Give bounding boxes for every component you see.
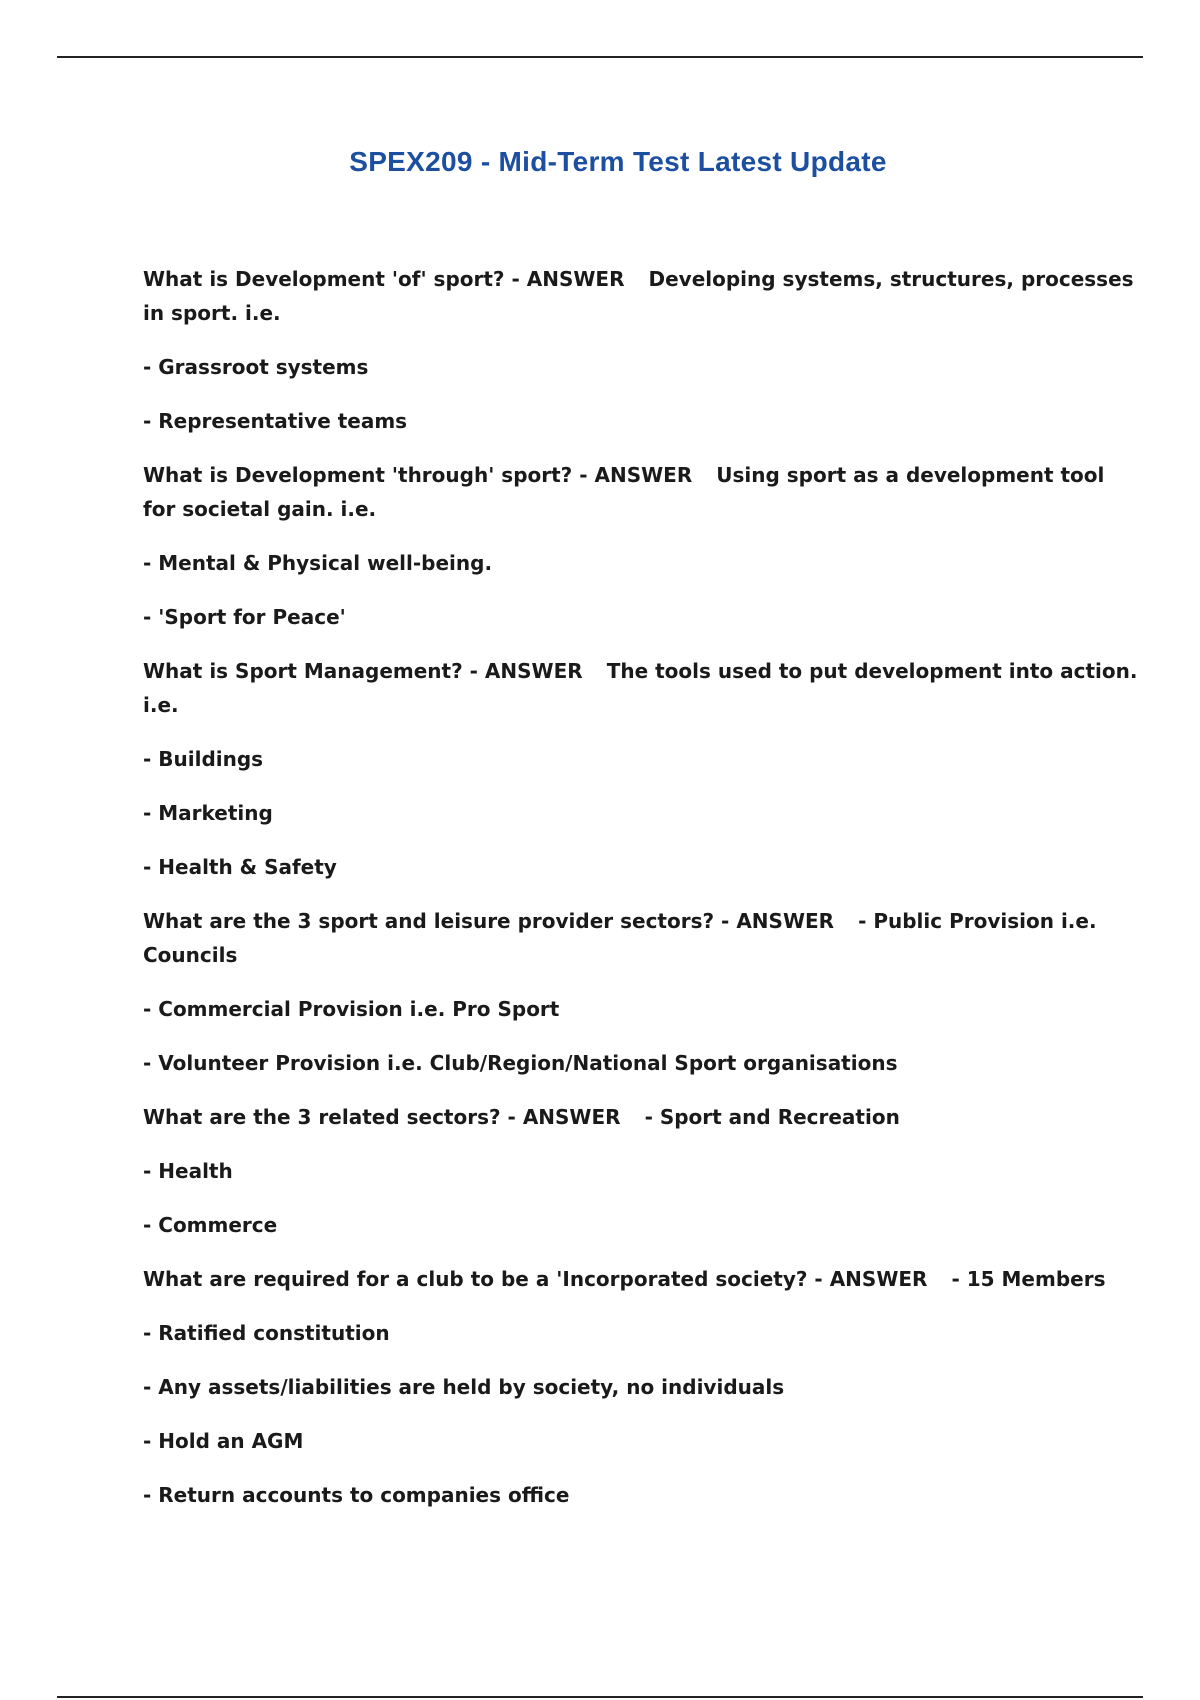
question-text: What is Development 'through' sport? - ANSWER: [143, 463, 693, 487]
list-item: - Marketing: [143, 801, 273, 825]
answer-text: - Sport and Recreation: [644, 1105, 900, 1129]
answer-text: Using sport as a development tool for societal gain. i.e.: [143, 463, 1105, 521]
question-text: What are required for a club to be a 'Incorporated society? - ANSWER: [143, 1267, 928, 1291]
document-title: SPEX209 - Mid-Term Test Latest Update: [349, 146, 887, 177]
question-text: What is Development 'of' sport? - ANSWER: [143, 267, 625, 291]
qa-line: [143, 262, 1143, 330]
question-text: What are the 3 sport and leisure provider sectors? - ANSWER: [143, 909, 835, 933]
answer-text: Developing systems, structures, processes in sport. i.e.: [143, 267, 1134, 325]
answer-text: - 15 Members: [951, 1267, 1106, 1291]
question-text: What is Sport Management? - ANSWER: [143, 659, 583, 683]
list-item: - Health & Safety: [143, 855, 337, 879]
list-item: - Mental & Physical well-being.: [143, 551, 493, 575]
list-item: - Representative teams: [143, 409, 408, 433]
list-item: - Commercial Provision i.e. Pro Sport: [143, 997, 560, 1021]
list-item: - Ratified constitution: [143, 1321, 390, 1345]
list-item: - Return accounts to companies office: [143, 1483, 570, 1507]
list-item: - Hold an AGM: [143, 1429, 304, 1453]
qa-line: [143, 458, 1143, 526]
question-text: What are the 3 related sectors? - ANSWER: [143, 1105, 621, 1129]
list-item: - Any assets/liabilities are held by society, no individuals: [143, 1375, 785, 1399]
answer-text: - Public Provision i.e. Councils: [143, 909, 1097, 967]
answer-text: The tools used to put development into action. i.e.: [143, 659, 1138, 717]
qa-line: [143, 1262, 1143, 1296]
qa-line: [143, 1100, 1143, 1134]
list-item: - Health: [143, 1159, 233, 1183]
list-item: - Grassroot systems: [143, 355, 369, 379]
top-rule: [57, 56, 1143, 58]
qa-line: [143, 654, 1143, 722]
list-item: - Volunteer Provision i.e. Club/Region/National Sport organisations: [143, 1051, 898, 1075]
list-item: - 'Sport for Peace': [143, 605, 346, 629]
bottom-rule: [57, 1696, 1143, 1698]
document-body: [143, 262, 1143, 1532]
qa-line: [143, 904, 1143, 972]
list-item: - Buildings: [143, 747, 264, 771]
list-item: - Commerce: [143, 1213, 278, 1237]
